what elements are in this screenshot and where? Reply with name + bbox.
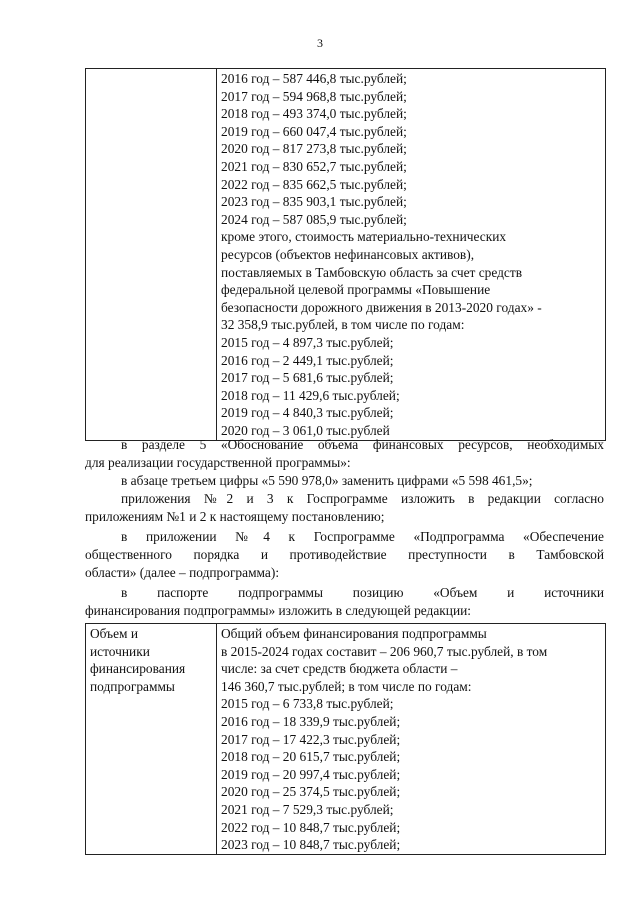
table-text-line: 2019 год – 660 047,4 тыс.рублей; [221,123,407,139]
paragraph-appendices-line1: приложения №2 и 3 к Госпрограмме изложить в редакции согласно [121,491,604,506]
table-text-line: поставляемых в Тамбовскую область за счет средств [221,264,523,280]
paragraph-passport-line2: финансирования подпрограммы» изложить в следующей редакции: [85,603,472,618]
table-text-line: в 2015-2024 годах составит – 206 960,7 тыс.рублей, в том [221,643,548,659]
label-text-line: источники [90,643,150,659]
paragraph-section5-line1: в разделе 5 «Обоснование объема финансовых ресурсов, необходимых [121,437,604,452]
table-text-line: 2021 год – 7 529,3 тыс.рублей; [221,801,394,817]
financing-label-lines [86,624,216,695]
table-text-line: 2015 год – 4 897,3 тыс.рублей; [221,334,394,350]
table-row [86,69,606,441]
table-text-line: 2021 год – 830 652,7 тыс.рублей; [221,158,407,174]
table-text-line: 2018 год – 493 374,0 тыс.рублей; [221,106,407,122]
table-text-line: числе: за счет средств бюджета области – [221,661,458,677]
label-text-line: подпрограммы [90,678,175,694]
table-text-line: 32 358,9 тыс.рублей, в том числе по годам: [221,317,465,333]
table-text-line: 2017 год – 17 422,3 тыс.рублей; [221,731,401,747]
table-text-line: 2019 год – 4 840,3 тыс.рублей; [221,405,394,421]
table-text-line: 2022 год – 10 848,7 тыс.рублей; [221,819,401,835]
table-text-line: 2015 год – 6 733,8 тыс.рублей; [221,696,394,712]
table-text-line: 2018 год – 20 615,7 тыс.рублей; [221,749,401,765]
paragraph-appendices-line2: приложениям №1 и 2 к настоящему постановлению; [85,509,385,524]
table-text-line: 2020 год – 25 374,5 тыс.рублей; [221,784,401,800]
table-text-line: федеральной целевой программы «Повышение [221,282,491,298]
table-content-cell [217,624,606,855]
table-text-line: 2017 год – 594 968,8 тыс.рублей; [221,88,407,104]
table-label-cell-empty [86,69,217,441]
table-text-line: Общий объем финансирования подпрограммы [221,626,487,641]
page-number: 3 [317,36,323,50]
table-text-line: 146 360,7 тыс.рублей; в том числе по годам: [221,678,472,694]
table-content-lines [217,69,605,440]
paragraph-abstract-three: в абзаце третьем цифры «5 590 978,0» заменить цифрами «5 598 461,5»; [121,473,533,488]
table-content-cell [217,69,606,441]
table-text-line: 2016 год – 18 339,9 тыс.рублей; [221,713,401,729]
table-text-line: безопасности дорожного движения в 2013-2020 годах» - [221,299,542,315]
paragraph-passport-line1: в паспорте подпрограммы позицию «Объем и источники [121,585,604,600]
table-text-line: 2017 год – 5 681,6 тыс.рублей; [221,370,394,386]
table-text-line: 2019 год – 20 997,4 тыс.рублей; [221,766,401,782]
table-content-lines [217,624,605,854]
paragraph-appendix4-line1: в приложении №4 к Госпрограмме «Подпрограмма «Обеспечение [121,529,604,544]
table-text-line: кроме этого, стоимость материально-технических [221,229,507,245]
table-text-line: 2023 год – 10 848,7 тыс.рублей; [221,837,401,853]
financing-table-continued [85,68,606,441]
label-text-line: Объем и [90,626,139,641]
table-row [86,624,606,855]
table-text-line: 2018 год – 11 429,6 тыс.рублей; [221,387,400,403]
paragraph-appendix4-line2: общественного порядка и противодействие преступности в Тамбовской [85,547,604,562]
table-text-line: 2024 год – 587 085,9 тыс.рублей; [221,211,407,227]
paragraph-section5-line2: для реализации государственной программы»: [85,455,351,470]
table-text-line: 2023 год – 835 903,1 тыс.рублей; [221,194,407,210]
table-text-line: 2020 год – 3 061,0 тыс.рублей [221,422,390,438]
subprogram-financing-table [85,623,606,855]
table-text-line: 2016 год – 2 449,1 тыс.рублей; [221,352,394,368]
table-text-line: ресурсов (объектов нефинансовых активов), [221,246,475,262]
table-text-line: 2020 год – 817 273,8 тыс.рублей; [221,141,407,157]
label-text-line: финансирования [90,661,186,677]
table-text-line: 2016 год – 587 446,8 тыс.рублей; [221,71,407,86]
paragraph-appendix4-line3: области» (далее – подпрограмма): [85,565,280,580]
table-label-cell [86,624,217,855]
table-text-line: 2022 год – 835 662,5 тыс.рублей; [221,176,407,192]
